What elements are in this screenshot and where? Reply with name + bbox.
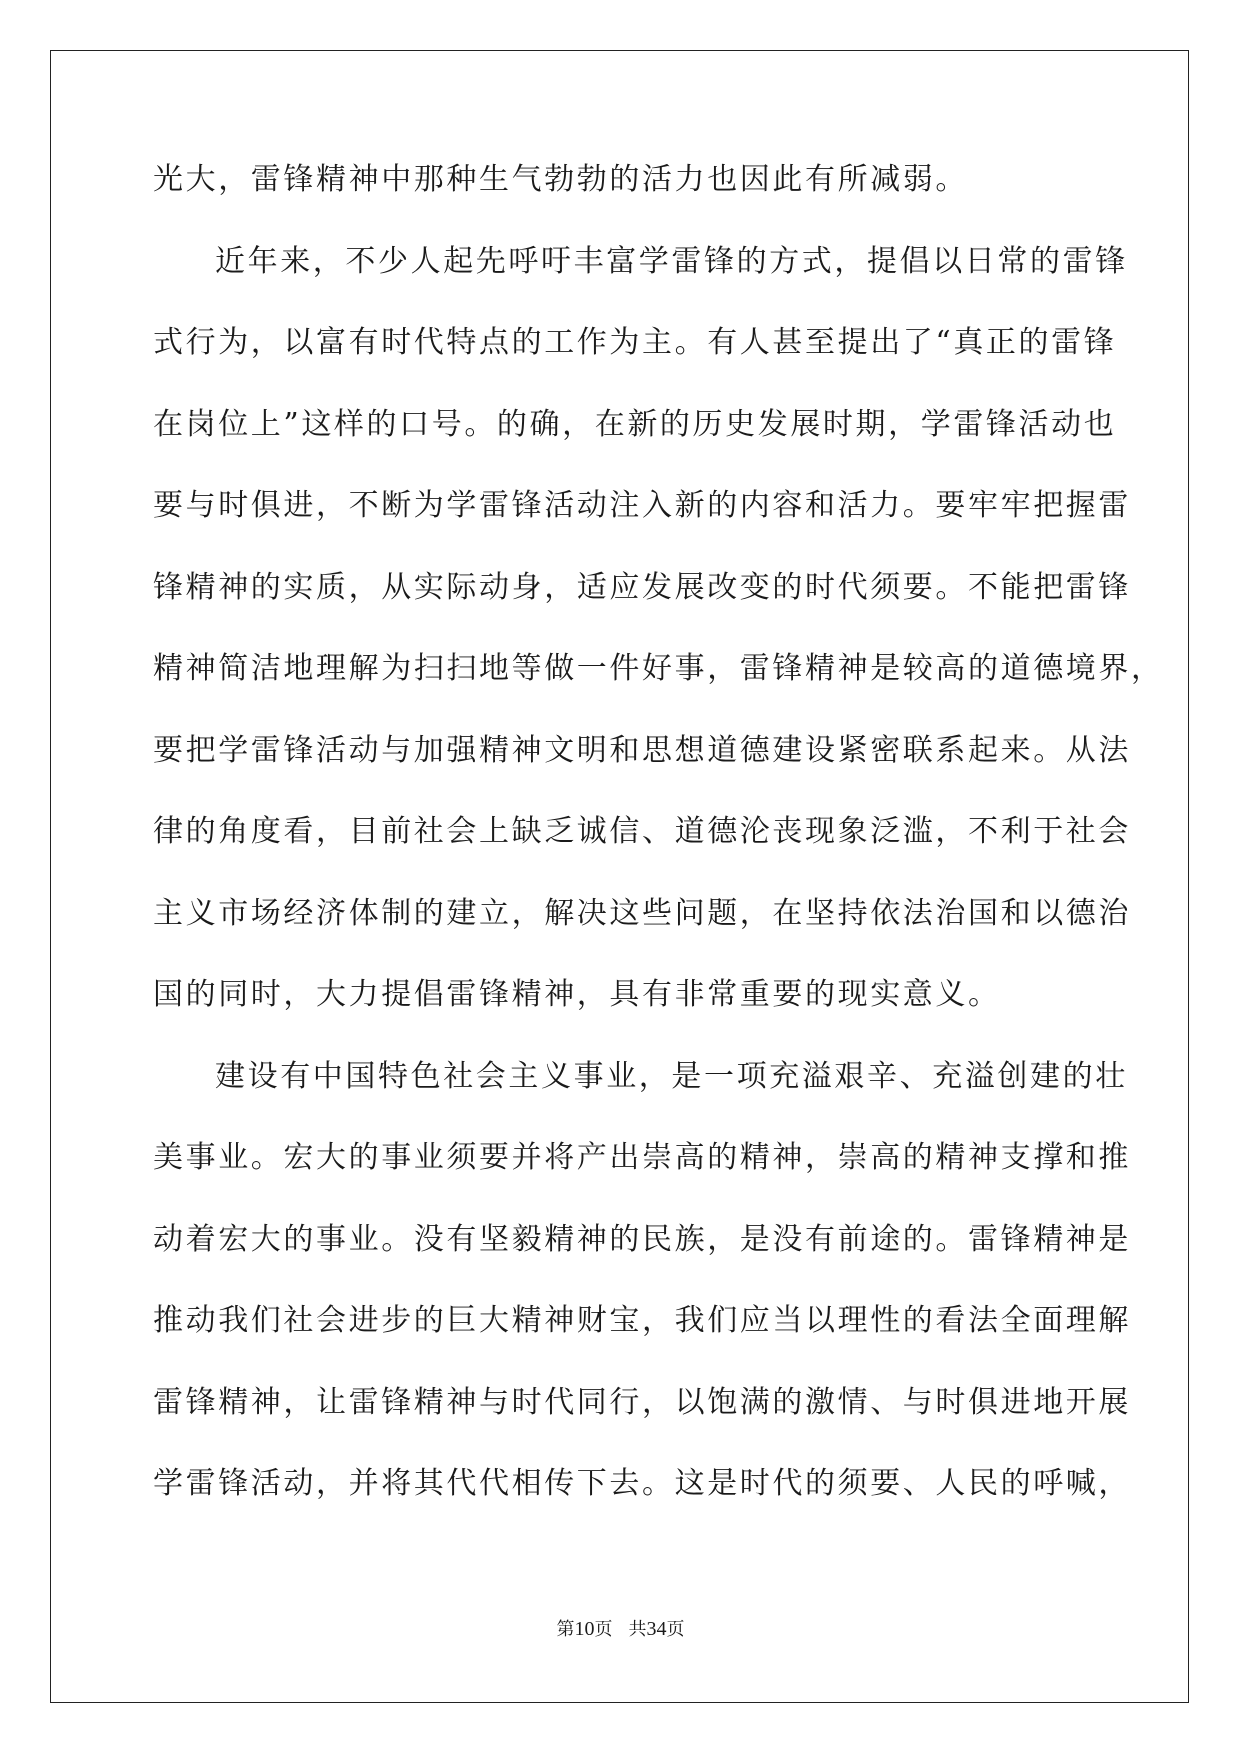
text-line: 建设有中国特色社会主义事业，是一项充溢艰辛、充溢创建的壮 <box>215 1058 1128 1094</box>
text-line: 律的角度看，目前社会上缺乏诚信、道德沦丧现象泛滥，不利于社会 <box>153 814 1131 849</box>
text-line: 学雷锋活动，并将其代代相传下去。这是时代的须要、人民的呼喊， <box>153 1466 1131 1501</box>
text-line: 国的同时，大力提倡雷锋精神，具有非常重要的现实意义。 <box>153 977 1001 1012</box>
page-prefix: 第 <box>556 1619 575 1639</box>
total-prefix: 共 <box>628 1619 647 1639</box>
text-line: 锋精神的实质，从实际动身，适应发展改变的时代须要。不能把雷锋 <box>153 569 1131 605</box>
text-line: 动着宏大的事业。没有坚毅精神的民族，是没有前途的。雷锋精神是 <box>153 1221 1131 1257</box>
total-suffix: 页 <box>666 1619 685 1639</box>
page-suffix: 页 <box>594 1619 613 1639</box>
text-line: 光大，雷锋精神中那种生气勃勃的活力也因此有所减弱。 <box>153 162 968 197</box>
document-body <box>153 162 1164 1549</box>
text-line: 精神简洁地理解为扫扫地等做一件好事，雷锋精神是较高的道德境界， <box>153 651 1164 686</box>
text-line: 美事业。宏大的事业须要并将产出崇高的精神，崇高的精神支撑和推 <box>153 1140 1131 1175</box>
page-number: 10 <box>574 1618 595 1640</box>
text-line: 在岗位上”这样的口号。的确，在新的历史发展时期，学雷锋活动也 <box>153 406 1117 442</box>
text-line: 近年来，不少人起先呼吁丰富学雷锋的方式，提倡以日常的雷锋 <box>215 243 1128 279</box>
text-line: 推动我们社会进步的巨大精神财宝，我们应当以理性的看法全面理解 <box>153 1303 1131 1338</box>
total-pages: 34 <box>646 1618 667 1640</box>
text-line: 雷锋精神，让雷锋精神与时代同行，以饱满的激情、与时俱进地开展 <box>153 1384 1131 1420</box>
text-line: 要把学雷锋活动与加强精神文明和思想道德建设紧密联系起来。从法 <box>153 732 1131 768</box>
text-line: 主义市场经济体制的建立，解决这些问题，在坚持依法治国和以德治 <box>153 895 1131 931</box>
text-line: 要与时俱进，不断为学雷锋活动注入新的内容和活力。要牢牢把握雷 <box>153 488 1131 523</box>
page-footer <box>0 1615 1241 1641</box>
text-line: 式行为，以富有时代特点的工作为主。有人甚至提出了“真正的雷锋 <box>153 325 1117 360</box>
